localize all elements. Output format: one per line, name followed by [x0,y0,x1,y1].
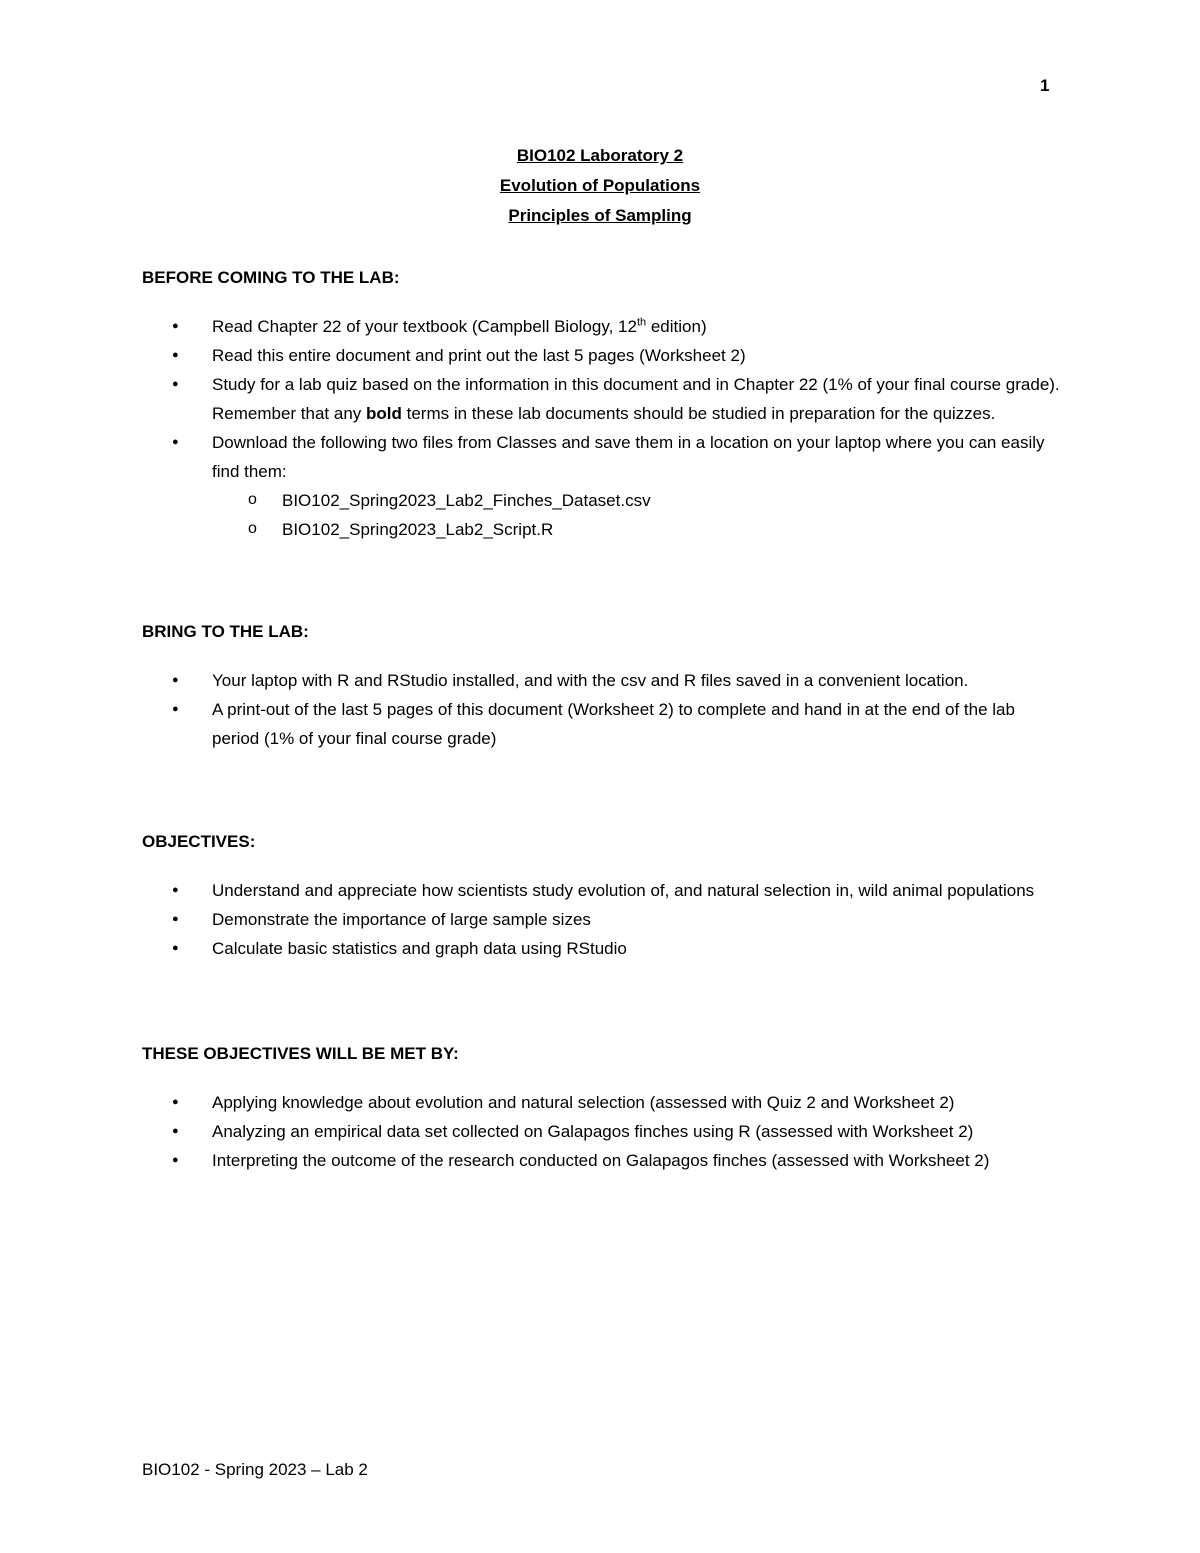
title-block [0,144,1200,234]
file-name-dataset: o BIO102_Spring2023_Lab2_Finches_Dataset.csv [212,486,1062,515]
page-number: 1 [1040,76,1050,95]
list-item: ● Demonstrate the importance of large sample sizes [142,905,1062,934]
list-item: ● Applying knowledge about evolution and natural selection (assessed with Quiz 2 and Worksheet 2) [142,1088,1062,1117]
list-item: ● Calculate basic statistics and graph data using RStudio [142,934,1062,963]
bullet-list [142,876,1062,963]
lab-title: BIO102 Laboratory 2 [516,146,684,165]
bullet-list [142,666,1062,753]
list-item: ● Understand and appreciate how scientists study evolution of, and natural selection in, wild animal populations [142,876,1062,905]
list-item: ● A print-out of the last 5 pages of this document (Worksheet 2) to complete and hand in at the end of the lab period (1% of your final course grade) [142,695,1062,753]
bullet-list [142,1088,1062,1175]
lab-topic: Principles of Sampling [508,206,692,225]
list-item: ● Study for a lab quiz based on the information in this document and in Chapter 22 (1% of your final course grade). Remember that any bold terms in these lab documents should be studied in preparation for the quizzes. [142,370,1062,428]
file-list [212,486,1062,544]
section-heading: OBJECTIVES: [142,832,256,851]
bold-term: bold [366,404,402,423]
page-footer: BIO102 - Spring 2023 – Lab 2 [142,1460,368,1479]
section-before-lab [142,266,1062,544]
section-heading: THESE OBJECTIVES WILL BE MET BY: [142,1044,459,1063]
list-item: ● Analyzing an empirical data set collected on Galapagos finches using R (assessed with Worksheet 2) [142,1117,1062,1146]
section-objectives [142,830,1062,963]
lab-subtitle: Evolution of Populations [499,176,701,195]
section-heading: BRING TO THE LAB: [142,622,309,641]
list-item: ● Download the following two files from Classes and save them in a location on your laptop where you can easily find them: o BIO102_Spring2023_Lab2_Finches_Dataset.csv o BIO102_Spring2023_Lab2_Script.R [142,428,1062,544]
list-item: ● Read this entire document and print out the last 5 pages (Worksheet 2) [142,341,1062,370]
list-item: ● Read Chapter 22 of your textbook (Campbell Biology, 12th edition) [142,312,1062,341]
list-item: ● Your laptop with R and RStudio installed, and with the csv and R files saved in a convenient location. [142,666,1062,695]
bullet-list [142,312,1062,544]
section-bring-to-lab [142,620,1062,753]
section-heading: BEFORE COMING TO THE LAB: [142,268,400,287]
section-met-by [142,1042,1062,1175]
file-name-script: o BIO102_Spring2023_Lab2_Script.R [212,515,1062,544]
list-item: ● Interpreting the outcome of the research conducted on Galapagos finches (assessed with Worksheet 2) [142,1146,1062,1175]
